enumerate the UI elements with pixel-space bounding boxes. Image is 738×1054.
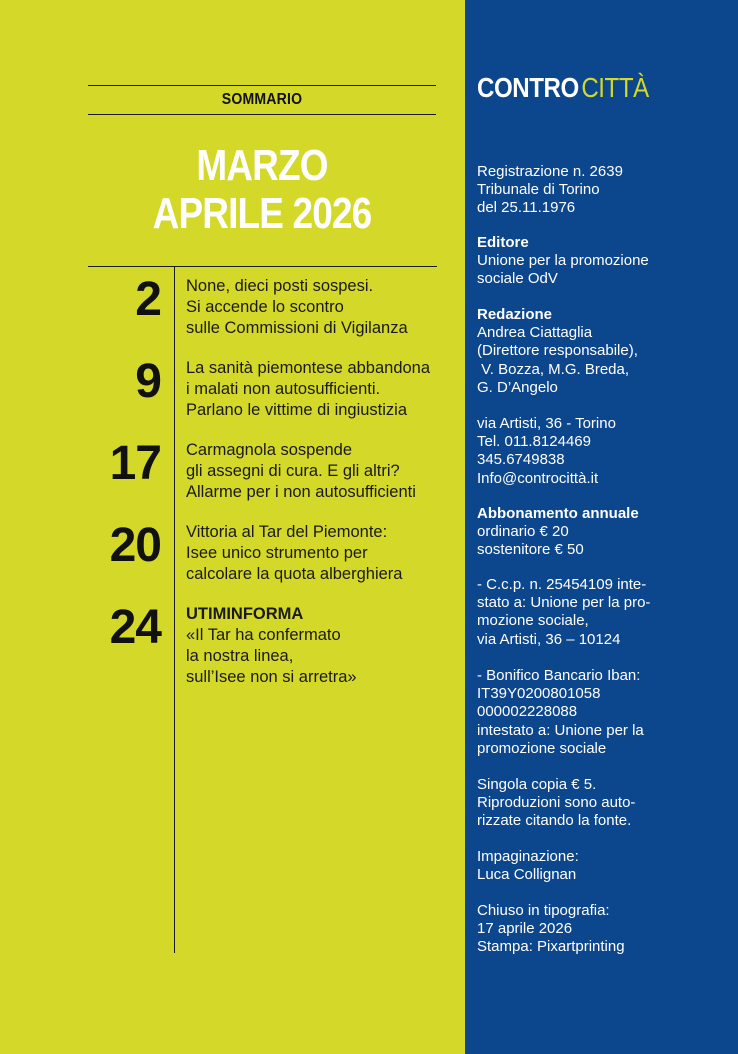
info-line: V. Bozza, M.G. Breda,: [477, 360, 630, 378]
info-line: Unione per la promozione: [477, 252, 649, 270]
top-rule: [88, 85, 436, 86]
issue-month-line: MARZO: [196, 141, 328, 190]
info-line: via Artisti, 36 – 10124: [477, 630, 621, 648]
entry-line: sull’Isee non si arretra»: [186, 668, 357, 686]
abbonamento-heading: Abbonamento annuale: [477, 505, 639, 522]
entry-line: sulle Commissioni di Vigilanza: [186, 319, 408, 337]
entry-line: i malati non autosufficienti.: [186, 380, 381, 398]
copia-block: [477, 776, 727, 831]
info-line: Impaginazione:: [477, 848, 579, 865]
info-line: Chiuso in tipografia:: [477, 902, 610, 919]
info-line: Tribunale di Torino: [477, 181, 600, 199]
iban-line: 000002228088: [477, 703, 578, 721]
logo-part-contro: CONTRO: [477, 72, 579, 103]
info-line: stato a: Unione per la pro-: [477, 594, 651, 612]
info-line: - Bonifico Bancario Iban:: [477, 667, 641, 684]
entry-line: La sanità piemontese abbandona: [186, 359, 431, 377]
chiuso-block: [477, 902, 727, 957]
entry-text: [186, 604, 461, 688]
info-line: mozione sociale,: [477, 612, 589, 630]
redazione-heading: Redazione: [477, 306, 553, 323]
editore-block: [477, 234, 727, 289]
page-number: 24: [109, 601, 161, 654]
bonifico-block: [477, 667, 727, 758]
entry-line: Si accende lo scontro: [186, 298, 344, 316]
info-line: Stampa: Pixartprinting: [477, 938, 625, 956]
sommario-rule: [88, 114, 436, 115]
entry-text: [186, 358, 461, 421]
entry-line: None, dieci posti sospesi.: [186, 277, 374, 295]
column-divider: [174, 266, 175, 953]
info-line: del 25.11.1976: [477, 199, 576, 217]
entry-line: Carmagnola sospende: [186, 441, 353, 459]
info-line: Riproduzioni sono auto-: [477, 794, 636, 812]
info-line: sociale OdV: [477, 270, 558, 288]
page-number: 2: [135, 273, 161, 326]
info-line: Andrea Ciattaglia: [477, 324, 593, 342]
entry-line: gli assegni di cura. E gli altri?: [186, 462, 400, 480]
redazione-block: [477, 306, 727, 397]
entry-text: [186, 276, 461, 339]
info-line: 17 aprile 2026: [477, 920, 573, 938]
page-number: 17: [109, 437, 161, 490]
abbonamento-block: [477, 505, 727, 560]
contents-rule: [88, 266, 437, 267]
logo-part-citta: CITTÀ: [581, 72, 649, 103]
entry-line: Vittoria al Tar del Piemonte:: [186, 523, 388, 541]
address-line: via Artisti, 36 - Torino: [477, 415, 616, 432]
sommario-heading: SOMMARIO: [221, 91, 303, 108]
entry-line: Isee unico strumento per: [186, 544, 368, 562]
entry-line: Parlano le vittime di ingiustizia: [186, 401, 408, 419]
info-line: G. D’Angelo: [477, 378, 558, 396]
page-number: 9: [135, 355, 161, 408]
entry-line: calcolare la quota alberghiera: [186, 565, 403, 583]
editore-heading: Editore: [477, 234, 529, 251]
info-line: promozione sociale: [477, 739, 607, 757]
issue-date: [116, 142, 408, 238]
entry-title: UTIMINFORMA: [186, 605, 304, 623]
registration-block: [477, 163, 727, 218]
address-block: [477, 415, 727, 488]
issue-year-line: APRILE 2026: [152, 189, 372, 238]
info-line: Registrazione n. 2639: [477, 163, 623, 180]
impaginazione-block: [477, 848, 727, 884]
entry-line: Allarme per i non autosufficienti: [186, 483, 416, 501]
info-line: ordinario € 20: [477, 523, 569, 541]
info-line: Singola copia € 5.: [477, 776, 597, 793]
entry-line: «Il Tar ha confermato: [186, 626, 341, 644]
phone-line: 345.6749838: [477, 451, 565, 469]
info-line: Luca Collignan: [477, 866, 577, 884]
info-line: sostenitore € 50: [477, 541, 584, 559]
email-link[interactable]: Info@controcittà.it: [477, 469, 599, 487]
iban-line: IT39Y0200801058: [477, 685, 601, 703]
info-line: - C.c.p. n. 25454109 inte-: [477, 576, 647, 593]
entry-text: [186, 440, 461, 503]
entry-line: la nostra linea,: [186, 647, 294, 665]
entry-text: [186, 522, 461, 585]
page-number: 20: [109, 519, 161, 572]
info-line: intestato a: Unione per la: [477, 721, 644, 739]
info-line: (Direttore responsabile),: [477, 342, 638, 360]
info-line: rizzate citando la fonte.: [477, 812, 632, 830]
ccp-block: [477, 576, 727, 649]
phone-line: Tel. 011.8124469: [477, 433, 591, 451]
masthead-logo: [477, 72, 649, 104]
